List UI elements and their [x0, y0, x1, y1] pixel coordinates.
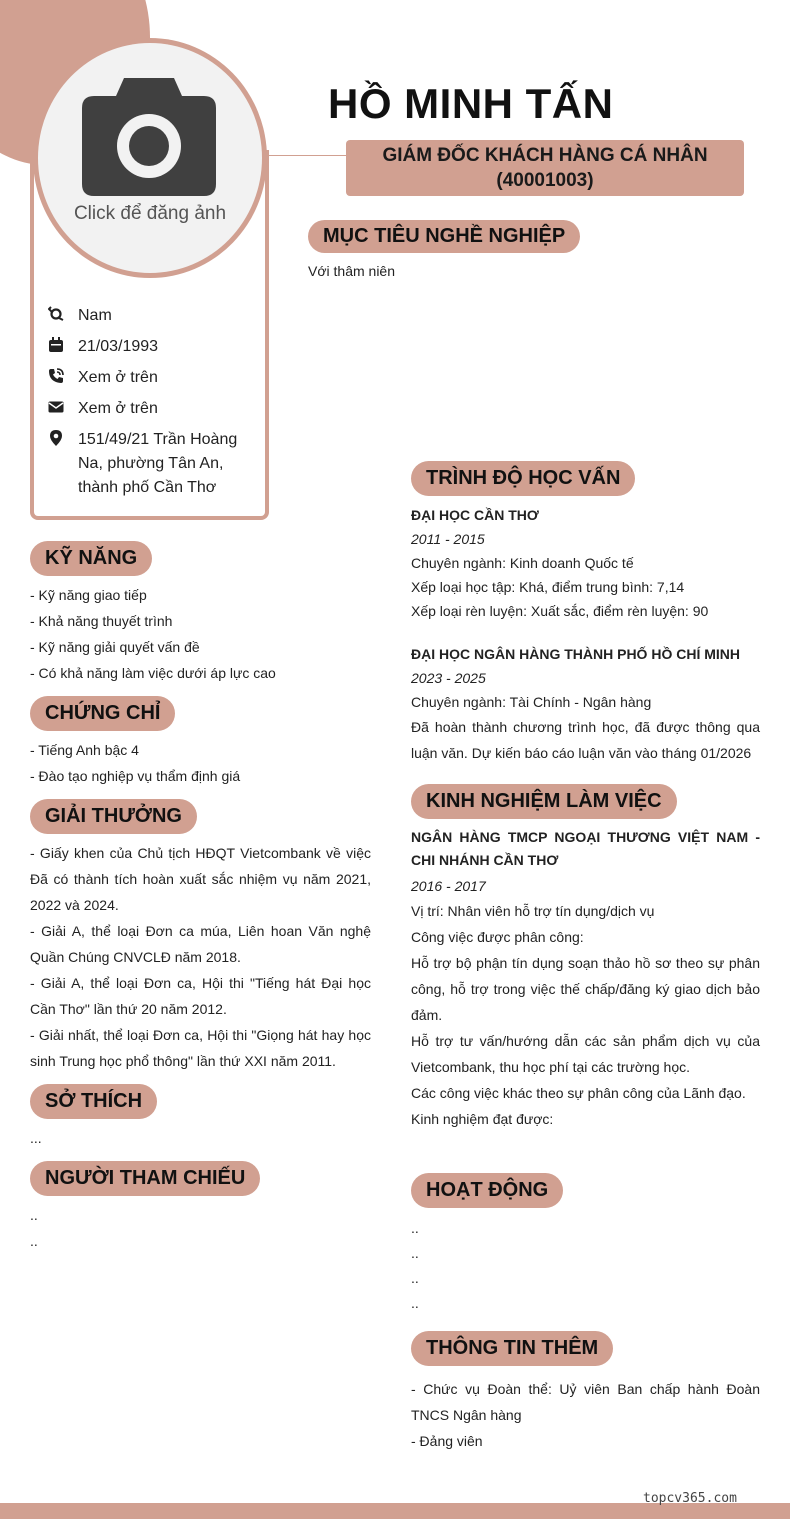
section-heading-extra-info: THÔNG TIN THÊM [411, 1331, 613, 1366]
gender-icon [48, 306, 64, 322]
list-item: - Kỹ năng giao tiếp [30, 587, 147, 603]
activities-list [411, 1216, 419, 1316]
period: 2011 - 2015 [411, 531, 485, 547]
photo-upload-caption[interactable]: Click để đăng ảnh [73, 203, 227, 224]
phone-icon [48, 368, 64, 384]
hobbies-text: ... [30, 1130, 42, 1146]
list-item: - Khả năng thuyết trình [30, 613, 173, 629]
contact-text: Xem ở trên [78, 400, 158, 417]
section-heading-education: TRÌNH ĐỘ HỌC VẤN [411, 461, 635, 496]
list-item: - Đào tạo nghiệp vụ thẩm định giá [30, 768, 241, 784]
detail-line: Chuyên ngành: Tài Chính - Ngân hàng [411, 694, 652, 710]
education-entry-1 [411, 503, 760, 623]
references-list [30, 1202, 38, 1254]
list-item: - Chức vụ Đoàn thể: Uỷ viên Ban chấp hành Đoàn TNCS Ngân hàng [411, 1381, 760, 1423]
list-item: .. [411, 1270, 419, 1286]
list-item: - Giải A, thể loại Đơn ca, Hội thi "Tiếng hát Đại học Cần Thơ" lần thứ 20 năm 2012. [30, 975, 371, 1017]
section-heading-skills: KỸ NĂNG [30, 541, 152, 576]
detail-line: Công việc được phân công: [411, 929, 584, 945]
objective-text: Với thâm niên [308, 263, 396, 279]
detail-line: Các công việc khác theo sự phân công của Lãnh đạo. [411, 1085, 746, 1101]
section-heading-hobbies: SỞ THÍCH [30, 1084, 157, 1119]
list-item: .. [30, 1233, 38, 1249]
watermark: topcv365.com [643, 1491, 737, 1506]
list-item: .. [30, 1207, 38, 1223]
detail-line: Xếp loại rèn luyện: Xuất sắc, điểm rèn luyện: 90 [411, 603, 709, 619]
contact-text: 151/49/21 Trần Hoàng Na, phường Tân An, thành phố Cần Thơ [78, 431, 238, 496]
detail-line: Hỗ trợ tư vấn/hướng dẫn các sản phẩm dịch vụ của Vietcombank, thu học phí tại các trường học. [411, 1033, 760, 1075]
camera-icon[interactable] [82, 78, 216, 196]
section-heading-references: NGƯỜI THAM CHIẾU [30, 1161, 260, 1196]
email-icon [48, 399, 64, 415]
awards-list [30, 840, 371, 1074]
skills-list [30, 582, 375, 686]
experience-company: NGÂN HÀNG TMCP NGOẠI THƯƠNG VIỆT NAM - CHI NHÁNH CẦN THƠ [411, 829, 760, 868]
candidate-name: HỒ MINH TẤN [328, 80, 614, 127]
list-item: .. [411, 1295, 419, 1311]
section-heading-objective: MỤC TIÊU NGHỀ NGHIỆP [308, 220, 580, 253]
contact-text: Xem ở trên [78, 369, 158, 386]
education-entry-2 [411, 642, 760, 766]
section-heading-activities: HOẠT ĐỘNG [411, 1173, 563, 1208]
divider-line [268, 155, 348, 156]
location-icon [48, 430, 64, 446]
section-heading-awards: GIẢI THƯỞNG [30, 799, 197, 834]
section-heading-experience: KINH NGHIỆM LÀM VIỆC [411, 784, 677, 819]
contact-text: 21/03/1993 [78, 338, 159, 355]
list-item: .. [411, 1220, 419, 1236]
detail-line: Hỗ trợ bộ phận tín dụng soạn thảo hồ sơ theo sự phân công, hỗ trợ trong việc thế chấp/đăng ký giao dịch bảo đảm. [411, 955, 760, 1023]
calendar-icon [48, 337, 64, 353]
school-name: ĐẠI HỌC CẦN THƠ [411, 507, 539, 523]
section-heading-certificates: CHỨNG CHỈ [30, 696, 175, 731]
detail-line: Kinh nghiệm đạt được: [411, 1111, 554, 1127]
experience-period [411, 874, 760, 898]
extra-info-list [411, 1376, 760, 1454]
experience-details [411, 898, 760, 1132]
list-item: - Đảng viên [411, 1433, 483, 1449]
job-code: (40001003) [496, 170, 594, 191]
list-item: .. [411, 1245, 419, 1261]
list-item: - Giải A, thể loại Đơn ca múa, Liên hoan Văn nghệ Quần Chúng CNVCLĐ năm 2018. [30, 923, 371, 965]
job-title [346, 140, 744, 196]
detail-line: Vị trí: Nhân viên hỗ trợ tín dụng/dịch vụ [411, 903, 655, 919]
period: 2023 - 2025 [411, 670, 486, 686]
list-item: - Kỹ năng giải quyết vấn đề [30, 639, 200, 655]
list-item: - Tiếng Anh bậc 4 [30, 742, 139, 758]
detail-line: Xếp loại học tập: Khá, điểm trung bình: 7,14 [411, 579, 685, 595]
detail-line: Chuyên ngành: Kinh doanh Quốc tế [411, 555, 634, 571]
contact-text: Nam [78, 307, 112, 324]
list-item: - Giấy khen của Chủ tịch HĐQT Vietcombank về việc Đã có thành tích hoàn xuất sắc nhiệm vụ năm 2021, 2022 và 2024. [30, 845, 371, 913]
list-item: - Có khả năng làm việc dưới áp lực cao [30, 665, 276, 681]
job-title-text: GIÁM ĐỐC KHÁCH HÀNG CÁ NHÂN [382, 145, 708, 166]
detail-line: Đã hoàn thành chương trình học, đã được thông qua luận văn. Dự kiến báo cáo luận văn vào tháng 01/2026 [411, 719, 760, 761]
certificates-list [30, 737, 375, 789]
period: 2016 - 2017 [411, 878, 486, 894]
school-name: ĐẠI HỌC NGÂN HÀNG THÀNH PHỐ HỒ CHÍ MINH [411, 646, 740, 662]
list-item: - Giải nhất, thể loại Đơn ca, Hội thi "Giọng hát hay học sinh Trung học phổ thông" lần thứ XXI năm 2011. [30, 1027, 371, 1069]
